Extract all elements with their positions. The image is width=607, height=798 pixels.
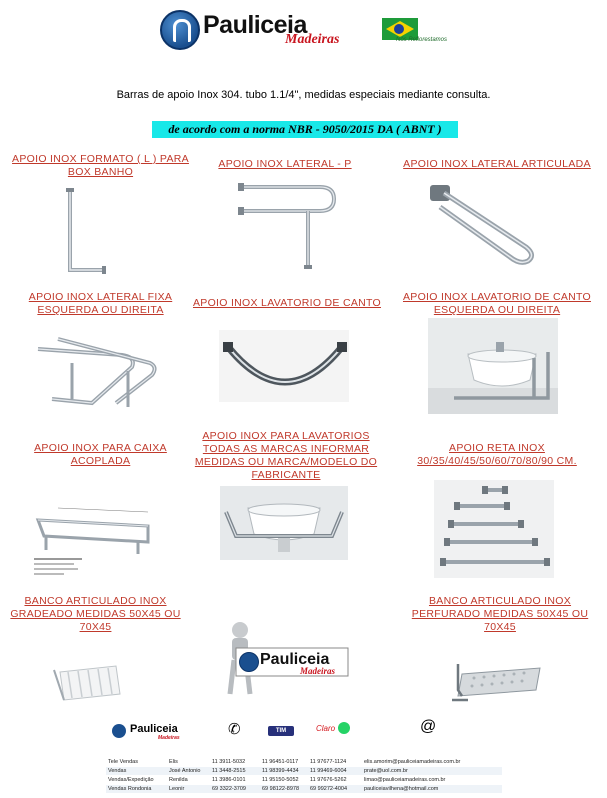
contact-name: Elis — [169, 759, 178, 765]
claro-logo: Claro — [316, 724, 336, 733]
product-image-lateral-articulada — [426, 181, 546, 267]
product-image-caixa-acoplada — [28, 500, 163, 582]
footer-brand-sub: Madeiras — [158, 735, 180, 741]
contact-c2: 11 97676-5262 — [310, 777, 347, 783]
contact-dept: Vendas/Expedição — [108, 777, 154, 783]
contact-email[interactable]: elis.amorim@pauliceiamadeiras.com.br — [364, 759, 461, 765]
tim-logo: TIM — [268, 726, 294, 736]
product-image-reta — [434, 480, 554, 578]
product-title-caixa-acoplada[interactable]: APOIO INOX PARA CAIXA ACOPLADA — [34, 442, 167, 467]
contact-row — [106, 767, 502, 775]
contact-c1: 11 95150-5052 — [262, 777, 299, 783]
contact-email[interactable]: prate@uol.com.br — [364, 768, 408, 774]
contact-footer — [106, 718, 502, 796]
brand-name: Pauliceia — [203, 11, 307, 39]
contact-c2: 11 97677-1124 — [310, 759, 347, 765]
contact-email[interactable]: pauliceiavilhena@hotmail.com — [364, 786, 439, 792]
product-title-lateral-articulada[interactable]: APOIO INOX LATERAL ARTICULADA — [403, 158, 591, 170]
product-image-banco-gradeado — [50, 660, 126, 706]
footer-logo-icon — [112, 724, 126, 738]
contact-c1: 11 98399-4434 — [262, 768, 299, 774]
contact-tel: 11 3448-2515 — [212, 768, 246, 774]
product-image-l-box — [60, 186, 110, 278]
product-title-lavatorios-todas-marcas[interactable]: APOIO INOX PARA LAVATORIOS TODAS AS MARCAS INFORMAR MEDIDAS OU MARCA/MODELO DO FABRICANTE — [194, 430, 378, 481]
product-image-lateral-fixa — [32, 333, 162, 411]
norma-banner: de acordo com a norma NBR - 9050/2015 DA ( ABNT ) — [152, 121, 458, 138]
product-image-lavatorio-canto — [219, 330, 349, 402]
product-title-lateral-p[interactable]: APOIO INOX LATERAL - P — [218, 158, 352, 170]
intro-text: Barras de apoio Inox 304. tubo 1.1/4", medidas especiais mediante consulta. — [116, 89, 491, 101]
contact-tel: 11 3911-5032 — [212, 759, 246, 765]
product-title-l-box[interactable]: APOIO INOX FORMATO ( L ) PARA BOX BANHO — [12, 153, 189, 178]
product-image-lateral-p — [234, 181, 344, 273]
product-image-lavatorio-canto-esq-dir — [428, 318, 558, 414]
product-image-lavatorios-todas-marcas — [220, 486, 348, 560]
contact-c1: 69 98122-8978 — [262, 786, 300, 792]
contact-tel: 69 3322-3709 — [212, 786, 246, 792]
contact-email[interactable]: limao@pauliceiamadeiras.com.br — [364, 777, 446, 783]
brand-logo-icon — [160, 10, 200, 50]
contact-c2: 69 99272-4004 — [310, 786, 348, 792]
product-image-banco-perfurado — [448, 660, 548, 710]
contact-name: José Antonio — [169, 768, 201, 774]
email-at-icon: @ — [420, 718, 437, 735]
contact-name: Renilda — [169, 777, 188, 783]
product-title-lavatorio-canto-esq-dir[interactable]: APOIO INOX LAVATORIO DE CANTO ESQUERDA OU DIREITA — [402, 291, 591, 316]
contact-c1: 11 96451-0117 — [262, 759, 299, 765]
whatsapp-icon — [338, 722, 350, 734]
product-title-banco-perfurado[interactable]: BANCO ARTICULADO INOX PERFURADO MEDIDAS 50X45 OU 70X45 — [411, 595, 589, 633]
phone-icon: ✆ — [228, 721, 241, 738]
product-title-lateral-fixa[interactable]: APOIO INOX LATERAL FIXA ESQUERDA OU DIREITA — [28, 291, 173, 316]
contact-row — [106, 758, 502, 766]
product-title-lavatorio-canto[interactable]: APOIO INOX LAVATORIO DE CANTO — [192, 297, 381, 309]
contact-tel: 11 3986-0101 — [212, 777, 246, 783]
contact-row — [106, 776, 502, 784]
contact-c2: 11 99469-6004 — [310, 768, 347, 774]
product-title-reta[interactable]: APOIO RETA INOX 30/35/40/45/50/60/70/80/90 CM. — [417, 442, 577, 467]
contact-name: Leonir — [169, 786, 185, 792]
contact-dept: Tele Vendas — [108, 759, 138, 765]
mascot-brand: Pauliceia — [260, 651, 330, 668]
contact-dept: Vendas — [108, 768, 127, 774]
footer-brand: Pauliceia — [130, 723, 178, 735]
mascot-logo-icon — [239, 652, 259, 672]
contact-row — [106, 785, 502, 793]
mascot-brand-sub: Madeiras — [300, 666, 336, 676]
brand-sub: Madeiras — [285, 32, 340, 47]
contact-dept: Vendas Rondonia — [108, 786, 152, 792]
reforest-tagline: Nós Reflorestamos — [396, 37, 448, 43]
product-title-banco-gradeado[interactable]: BANCO ARTICULADO INOX GRADEADO MEDIDAS 50X45 OU 70X45 — [10, 595, 181, 633]
